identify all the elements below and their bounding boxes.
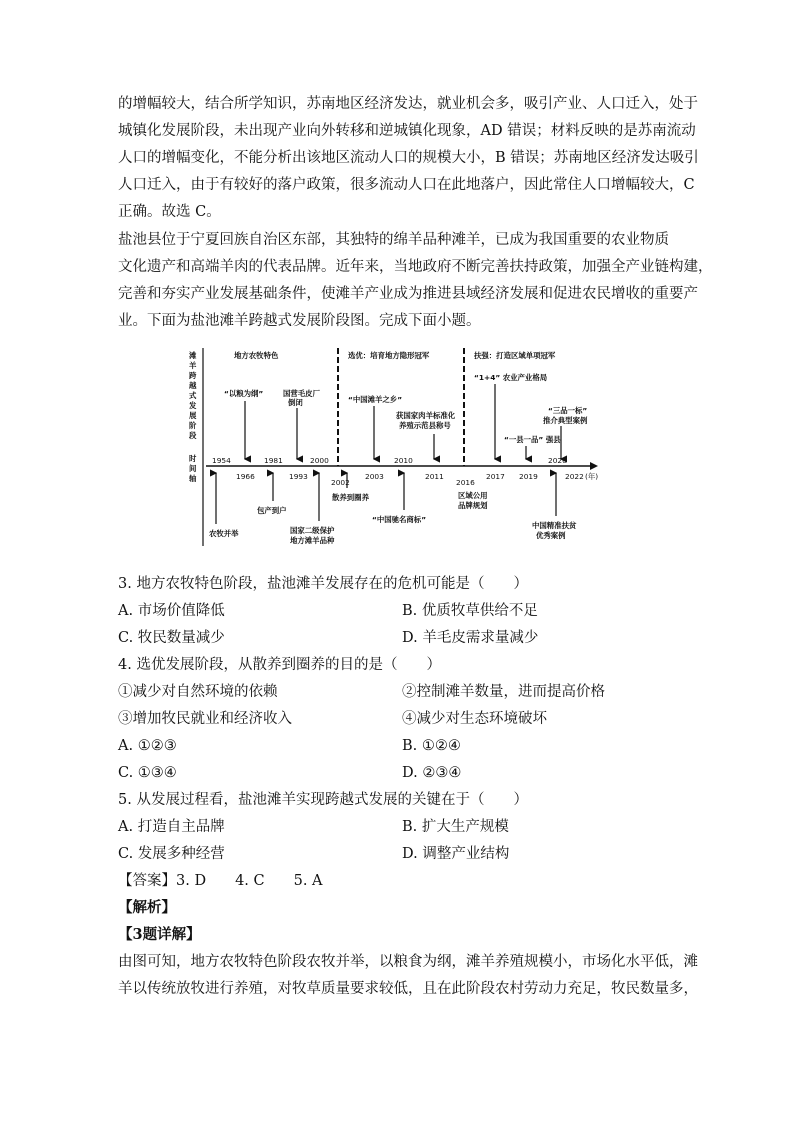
event-label: “一县一品” 强县 xyxy=(504,435,561,444)
question-3-stem: 3. 地方农牧特色阶段，盐池滩羊发展存在的危机可能是（ ） xyxy=(118,576,528,592)
q5-option-c: C. 发展多种经营 xyxy=(118,846,225,862)
stage-title: 扶强：打造区域单项冠军 xyxy=(474,351,556,360)
svg-text:轴: 轴 xyxy=(189,474,197,483)
event-label: 国家二级保护 xyxy=(290,526,335,535)
q4-option-b: B. ①②④ xyxy=(402,738,461,754)
year-unit: (年) xyxy=(585,472,599,481)
material-line: 完善和夯实产业发展基础条件，使滩羊产业成为推进县域经济发展和促进农民增收的重要产 xyxy=(118,286,698,302)
event-label: 农牧并举 xyxy=(209,529,239,538)
year-label: 1954 xyxy=(212,456,231,465)
stage-title: 选优：培育地方隐形冠军 xyxy=(348,351,430,360)
detail-line: 由图可知，地方农牧特色阶段农牧并举，以粮食为纲，滩羊养殖规模小，市场化水平低，滩 xyxy=(118,954,698,970)
year-label: 2020 xyxy=(548,456,567,465)
intro-line: 人口迁入，由于有较好的落户政策，很多流动人口在此地落户，因此常住人口增幅较大，C xyxy=(118,177,695,193)
event-label: 区域公用 xyxy=(458,491,488,500)
event-label: 倒闭 xyxy=(288,398,303,407)
intro-line: 城镇化发展阶段，未出现产业向外转移和逆城镇化现象，AD 错误；材料反映的是苏南流动 xyxy=(118,123,696,139)
q4-statement-1: ①减少对自然环境的依赖 xyxy=(118,684,278,700)
event-label: 养殖示范县称号 xyxy=(399,421,451,430)
q4-option-a: A. ①②③ xyxy=(118,738,177,754)
q4-statement-4: ④减少对生态环境破坏 xyxy=(402,711,547,727)
year-label: 2011 xyxy=(425,472,444,481)
year-label: 2022 xyxy=(565,472,584,481)
q3-option-d: D. 羊毛皮需求量减少 xyxy=(402,630,539,646)
year-label: 1981 xyxy=(264,456,283,465)
event-label: 地方滩羊品种 xyxy=(290,536,335,545)
event-label: “1+4” 农业产业格局 xyxy=(474,373,548,382)
timeline-arrow-icon xyxy=(590,462,598,470)
year-label: 2016 xyxy=(456,478,475,487)
year-label: 2019 xyxy=(519,472,538,481)
svg-text:阶: 阶 xyxy=(189,421,197,430)
development-timeline-figure xyxy=(186,346,606,558)
q4-option-d: D. ②③④ xyxy=(402,765,462,781)
q3-option-a: A. 市场价值降低 xyxy=(118,603,225,619)
event-label: 中国精准扶贫 xyxy=(532,521,577,530)
event-label: 散养到圈养 xyxy=(332,493,369,502)
year-label: 2010 xyxy=(394,456,413,465)
q4-statement-3: ③增加牧民就业和经济收入 xyxy=(118,711,292,727)
intro-line: 人口的增幅变化，不能分析出该地区流动人口的规模大小，B 错误；苏南地区经济发达吸引 xyxy=(118,150,699,166)
svg-text:展: 展 xyxy=(189,411,197,420)
intro-line: 的增幅较大，结合所学知识，苏南地区经济发达，就业机会多，吸引产业、人口迁入，处于 xyxy=(118,96,698,112)
question-4-stem: 4. 选优发展阶段，从散养到圈养的目的是（ ） xyxy=(118,657,441,673)
q4-option-c: C. ①③④ xyxy=(118,765,177,781)
svg-text:时: 时 xyxy=(189,454,197,463)
q5-option-a: A. 打造自主品牌 xyxy=(118,819,225,835)
event-label: 国营毛皮厂 xyxy=(283,389,320,398)
material-line: 盐池县位于宁夏回族自治区东部，其独特的绵羊品种滩羊，已成为我国重要的农业物质 xyxy=(118,232,669,248)
year-label: 2003 xyxy=(365,472,384,481)
figure-axis-label xyxy=(189,454,197,483)
year-label: 2002 xyxy=(331,478,350,487)
event-label: “以粮为纲” xyxy=(224,389,264,398)
year-label: 2000 xyxy=(310,456,329,465)
svg-text:羊: 羊 xyxy=(189,361,197,370)
event-label: 推介典型案例 xyxy=(543,416,588,425)
intro-line: 正确。故选 C。 xyxy=(118,204,221,220)
event-label: “三品一标” xyxy=(548,406,588,415)
question-5-stem: 5. 从发展过程看，盐池滩羊实现跨越式发展的关键在于（ ） xyxy=(118,792,528,808)
svg-text:间: 间 xyxy=(189,464,197,473)
q3-option-b: B. 优质牧草供给不足 xyxy=(402,603,538,619)
detail-line: 羊以传统放牧进行养殖，对牧草质量要求较低，且在此阶段农村劳动力充足，牧民数量多， xyxy=(118,981,698,997)
answer-line: 【答案】3. D 4. C 5. A xyxy=(118,873,323,889)
event-label: 获国家肉羊标准化 xyxy=(396,411,456,420)
year-label: 1966 xyxy=(236,472,255,481)
event-label: “中国驰名商标” xyxy=(372,515,427,524)
svg-text:段: 段 xyxy=(189,431,197,440)
svg-text:跨: 跨 xyxy=(189,371,197,380)
event-label: “中国滩羊之乡” xyxy=(348,395,403,404)
q3-option-c: C. 牧民数量减少 xyxy=(118,630,225,646)
event-label: 优秀案例 xyxy=(536,531,566,540)
material-line: 文化遗产和高端羊肉的代表品牌。近年来，当地政府不断完善扶持政策，加强全产业链构建， xyxy=(118,259,713,275)
figure-left-title xyxy=(188,351,197,440)
q3-detail-heading: 【3题详解】 xyxy=(118,926,201,943)
svg-text:越: 越 xyxy=(189,381,197,390)
q4-statement-2: ②控制滩羊数量，进而提高价格 xyxy=(402,684,605,700)
material-line: 业。下面为盐池滩羊跨越式发展阶段图。完成下面小题。 xyxy=(118,313,481,329)
stage-title: 地方农牧特色 xyxy=(234,351,279,360)
svg-text:式: 式 xyxy=(189,391,197,400)
year-label: 1993 xyxy=(289,472,308,481)
q5-option-d: D. 调整产业结构 xyxy=(402,846,510,862)
year-labels xyxy=(212,456,598,487)
analysis-heading: 【解析】 xyxy=(118,899,176,916)
year-label: 2017 xyxy=(486,472,505,481)
event-label: 包产到户 xyxy=(257,506,287,515)
svg-text:滩: 滩 xyxy=(189,351,197,360)
q5-option-b: B. 扩大生产规模 xyxy=(402,819,509,835)
event-label: 品牌规划 xyxy=(458,501,488,510)
svg-text:发: 发 xyxy=(189,401,197,410)
